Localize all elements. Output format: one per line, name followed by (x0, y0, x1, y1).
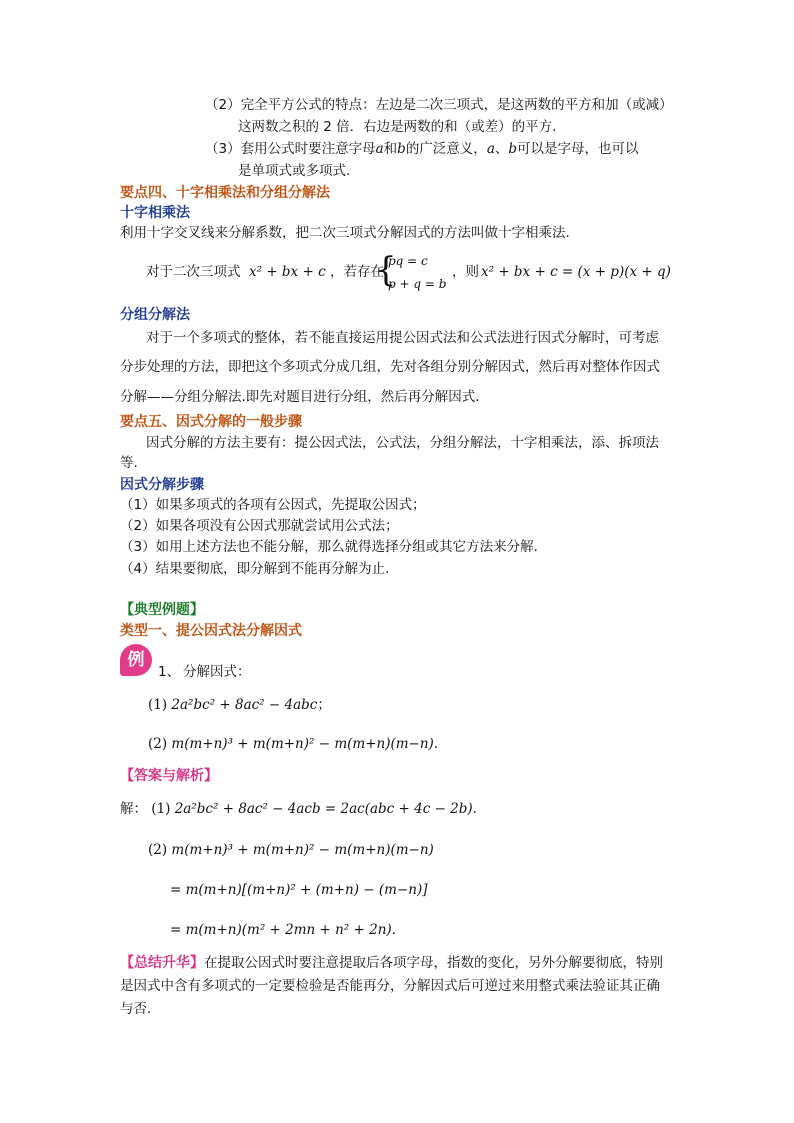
steps-heading: 因式分解步骤 (120, 477, 204, 493)
type-1-title: 类型一、提公因式法分解因式 (120, 623, 302, 639)
point-3-text: （3）套用公式时要注意字母 (205, 141, 376, 157)
group-method-heading: 分组分解法 (120, 307, 190, 323)
question-1-end: ； (317, 697, 331, 713)
letter-b-2: b (508, 141, 518, 157)
left-brace: { (375, 250, 397, 290)
answer-1-end: ． (472, 801, 487, 817)
answer-header: 【答案与解析】 (120, 768, 218, 784)
summary-line-2: 是因式中含有多项式的一定要检验是否能再分，分解因式后可逆过来用整式乘法验证其正确 (120, 978, 660, 994)
step-1: （1）如果多项式的各项有公因式，先提取公因式； (120, 497, 426, 513)
formula-mid: ，若存在 (330, 264, 384, 280)
summary-tag: 【总结升华】 (120, 955, 204, 971)
solution-label: 解： (120, 801, 147, 817)
answer-1-label: (1) (151, 801, 171, 817)
step-2: （2）如果各项没有公因式那就尝试用公式法； (120, 518, 399, 534)
summary-text-1: 在提取公因式时要注意提取后各项字母，指数的变化，另外分解要彻底，特别 (204, 955, 663, 971)
section-4-title: 要点四、十字相乘法和分组分解法 (120, 185, 330, 201)
formula-result: x² + bx + c = (x + p)(x + q) (481, 264, 671, 280)
question-1-label: (1) (148, 697, 168, 713)
formula-pre: 对于二次三项式 (146, 264, 241, 280)
letter-a: a (375, 141, 384, 157)
point-3-line-2: 是单项式或多项式． (238, 163, 360, 179)
point-3-rest: 的广泛意义， (405, 141, 487, 157)
point-2-line-1: （2）完全平方公式的特点：左边是二次三项式，是这两数的平方和加（或减） (205, 97, 673, 113)
formula-expr: x² + bx + c (249, 264, 326, 280)
step-4: （4）结果要彻底，即分解到不能再分解为止． (120, 561, 399, 577)
question-2-expr: m(m+n)³ + m(m+n)² − m(m+n)(m−n) (171, 736, 434, 752)
point-3-sep: 、 (494, 141, 509, 157)
answer-2 (148, 840, 434, 860)
condition-2: p + q = b (388, 277, 447, 291)
group-method-line-3: 分解——分组分解法.即先对题目进行分组，然后再分解因式. (120, 389, 480, 405)
question-2-label: (2) (148, 736, 168, 752)
step-3: （3）如用上述方法也不能分解，那么就得选择分组或其它方法来分解． (120, 539, 548, 555)
question-text: 分解因式： (183, 664, 251, 680)
question-1-expr: 2a²bc² + 8ac² − 4abc (171, 697, 318, 713)
example-badge-icon: 例 (120, 644, 152, 676)
examples-header: 【典型例题】 (120, 602, 204, 618)
section-5-title: 要点五、因式分解的一般步骤 (120, 414, 302, 430)
answer-2-expr: m(m+n)³ + m(m+n)² − m(m+n)(m−n) (171, 842, 434, 858)
point-3-rest-2: 可以是字母，也可以 (517, 141, 639, 157)
cross-method-heading: 十字相乘法 (120, 205, 190, 221)
answer-2-step-1: = m(m+n)[(m+n)² + (m+n) − (m−n)] (170, 882, 428, 898)
question-2 (148, 734, 447, 754)
answer-1-expr: 2a²bc² + 8ac² − 4acb = 2ac(abc + 4c − 2b) (174, 801, 473, 817)
summary-line-3: 与否． (120, 1001, 161, 1017)
answer-2-step-2-line (170, 920, 405, 940)
question-1 (148, 695, 331, 715)
point-3-mid: 和 (383, 141, 398, 157)
letter-a-2: a (486, 141, 495, 157)
group-method-line-2: 分步处理的方法，即把这个多项式分成几组，先对各组分别分解因式，然后再对整体作因式 (120, 359, 660, 375)
group-method-line-1: 对于一个多项式的整体，若不能直接运用提公因式法和公式法进行因式分解时，可考虑 (146, 330, 659, 346)
summary-line-1 (120, 953, 663, 973)
question-2-end: ． (433, 736, 448, 752)
section-5-line-2: 等. (120, 455, 138, 471)
point-2-line-2: 这两数之积的 2 倍．右边是两数的和（或差）的平方． (238, 119, 566, 135)
letter-b: b (397, 141, 406, 157)
point-3-line-1 (205, 139, 639, 159)
answer-2-label: (2) (148, 842, 168, 858)
answer-1 (120, 799, 486, 819)
formula-then: ，则 (452, 264, 479, 280)
answer-2-end: ． (391, 922, 406, 938)
question-number: 1、 (158, 664, 181, 680)
answer-2-step-2: = m(m+n)(m² + 2mn + n² + 2n) (170, 922, 392, 938)
condition-1: pq = c (388, 254, 428, 268)
section-5-line-1: 因式分解的方法主要有：提公因式法，公式法，分组分解法，十字相乘法，添、拆项法 (146, 435, 659, 451)
cross-method-text: 利用十字交叉线来分解系数，把二次三项式分解因式的方法叫做十字相乘法． (120, 225, 579, 241)
